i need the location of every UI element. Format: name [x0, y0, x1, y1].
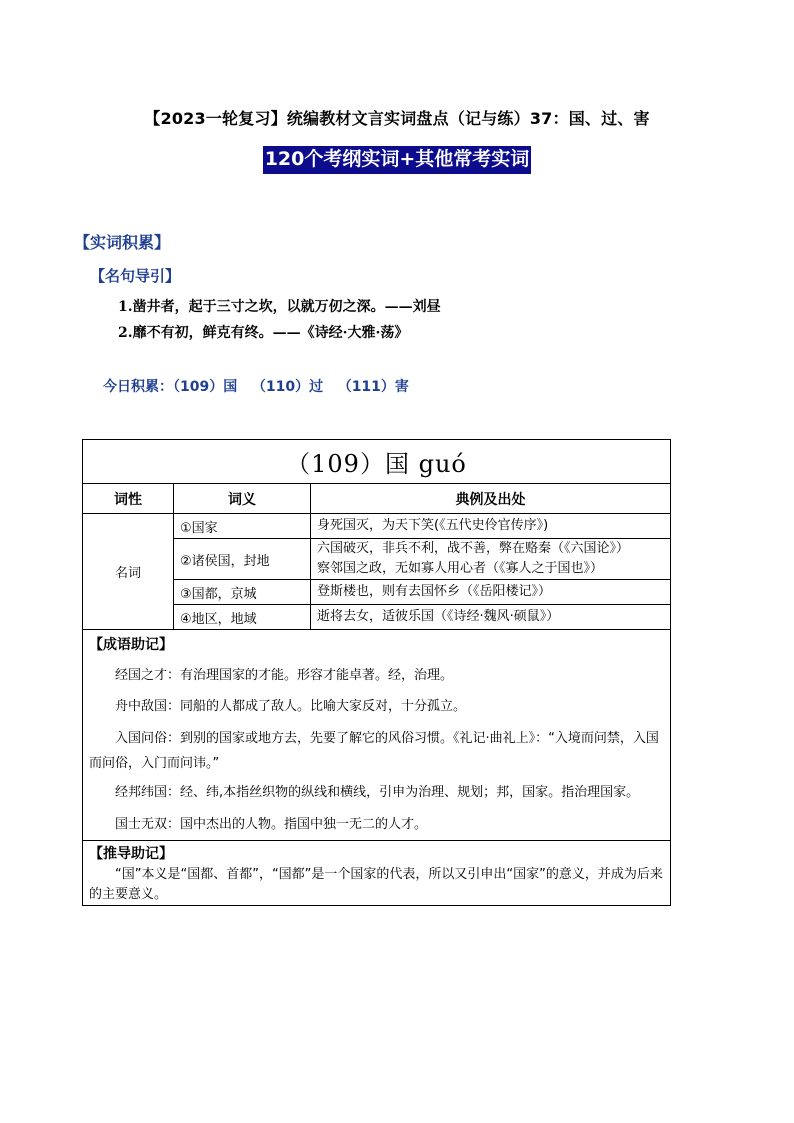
document-title: 【2023一轮复习】统编教材文言实词盘点（记与练）37：国、过、害 — [144, 109, 650, 128]
example-cell — [311, 605, 671, 630]
idiom-line: 舟中敌国：同船的人都成了敌人。比喻大家反对，十分孤立。 — [115, 699, 467, 714]
subsection-heading: 【名句导引】 — [90, 267, 181, 285]
derivation-section — [83, 841, 671, 906]
quote-line: 2.靡不有初，鲜克有终。——《诗经·大雅·荡》 — [118, 325, 409, 341]
example-line: 逝将去女，适彼乐国（《诗经·魏风·硕鼠》） — [317, 609, 560, 624]
meaning-cell: ③国都，京城 — [174, 580, 311, 605]
meaning-cell: ②诸侯国，封地 — [174, 539, 311, 580]
example-line: 六国破灭，非兵不利，战不善，弊在赂秦（《六国论》） — [317, 541, 630, 556]
meaning-cell: ①国家 — [174, 514, 311, 539]
table-header-row — [83, 484, 671, 514]
idiom-line: 经国之才：有治理国家的才能。形容才能卓著。经，治理。 — [115, 668, 454, 683]
derivation-title: 【推导助记】 — [89, 846, 173, 862]
example-cell — [311, 580, 671, 605]
example-line: 登斯楼也，则有去国怀乡（《岳阳楼记》） — [317, 584, 552, 599]
table-heading: （109）国 guó — [83, 440, 671, 484]
idiom-line: 经邦纬国：经、纬,本指丝织物的纵线和横线，引申为治理、规划；邦，国家。指治理国家。 — [115, 785, 640, 800]
banner-highlight: 120个考纲实词+其他常考实词 — [263, 146, 532, 174]
banner-container — [0, 146, 794, 174]
example-cell — [311, 514, 671, 539]
column-header: 词义 — [174, 484, 311, 514]
idioms-section — [83, 630, 671, 841]
quote-line: 1.凿井者，起于三寸之坎，以就万仞之深。——刘昼 — [118, 299, 441, 315]
example-line: 身死国灭，为天下笑(《五代史伶官传序》) — [317, 518, 549, 533]
column-header: 词性 — [83, 484, 174, 514]
part-of-speech-cell: 名词 — [83, 514, 174, 630]
section-heading: 【实词积累】 — [74, 233, 171, 252]
table-row — [83, 514, 671, 539]
example-line: 察邻国之政，无如寡人用心者（《寡人之于国也》） — [317, 561, 604, 576]
idiom-line: 国士无双：国中杰出的人物。指国中独一无二的人才。 — [115, 817, 428, 832]
column-header: 典例及出处 — [311, 484, 671, 514]
today-accumulation: 今日积累：（109）国 （110）过 （111）害 — [103, 379, 409, 395]
idiom-line: 入国问俗：到别的国家或地方去，先要了解它的风俗习惯。《礼记·曲礼上》：“入境而问禁，入国而问俗，入门而问讳。” — [89, 731, 659, 771]
example-cell — [311, 539, 671, 580]
idioms-title: 【成语助记】 — [89, 637, 173, 653]
derivation-text: “国”本义是“国都、首都”，“国都”是一个国家的代表，所以又引申出“国家”的意义，并成为后来的主要意义。 — [89, 867, 663, 902]
word-table — [82, 439, 671, 906]
meaning-cell: ④地区，地域 — [174, 605, 311, 630]
